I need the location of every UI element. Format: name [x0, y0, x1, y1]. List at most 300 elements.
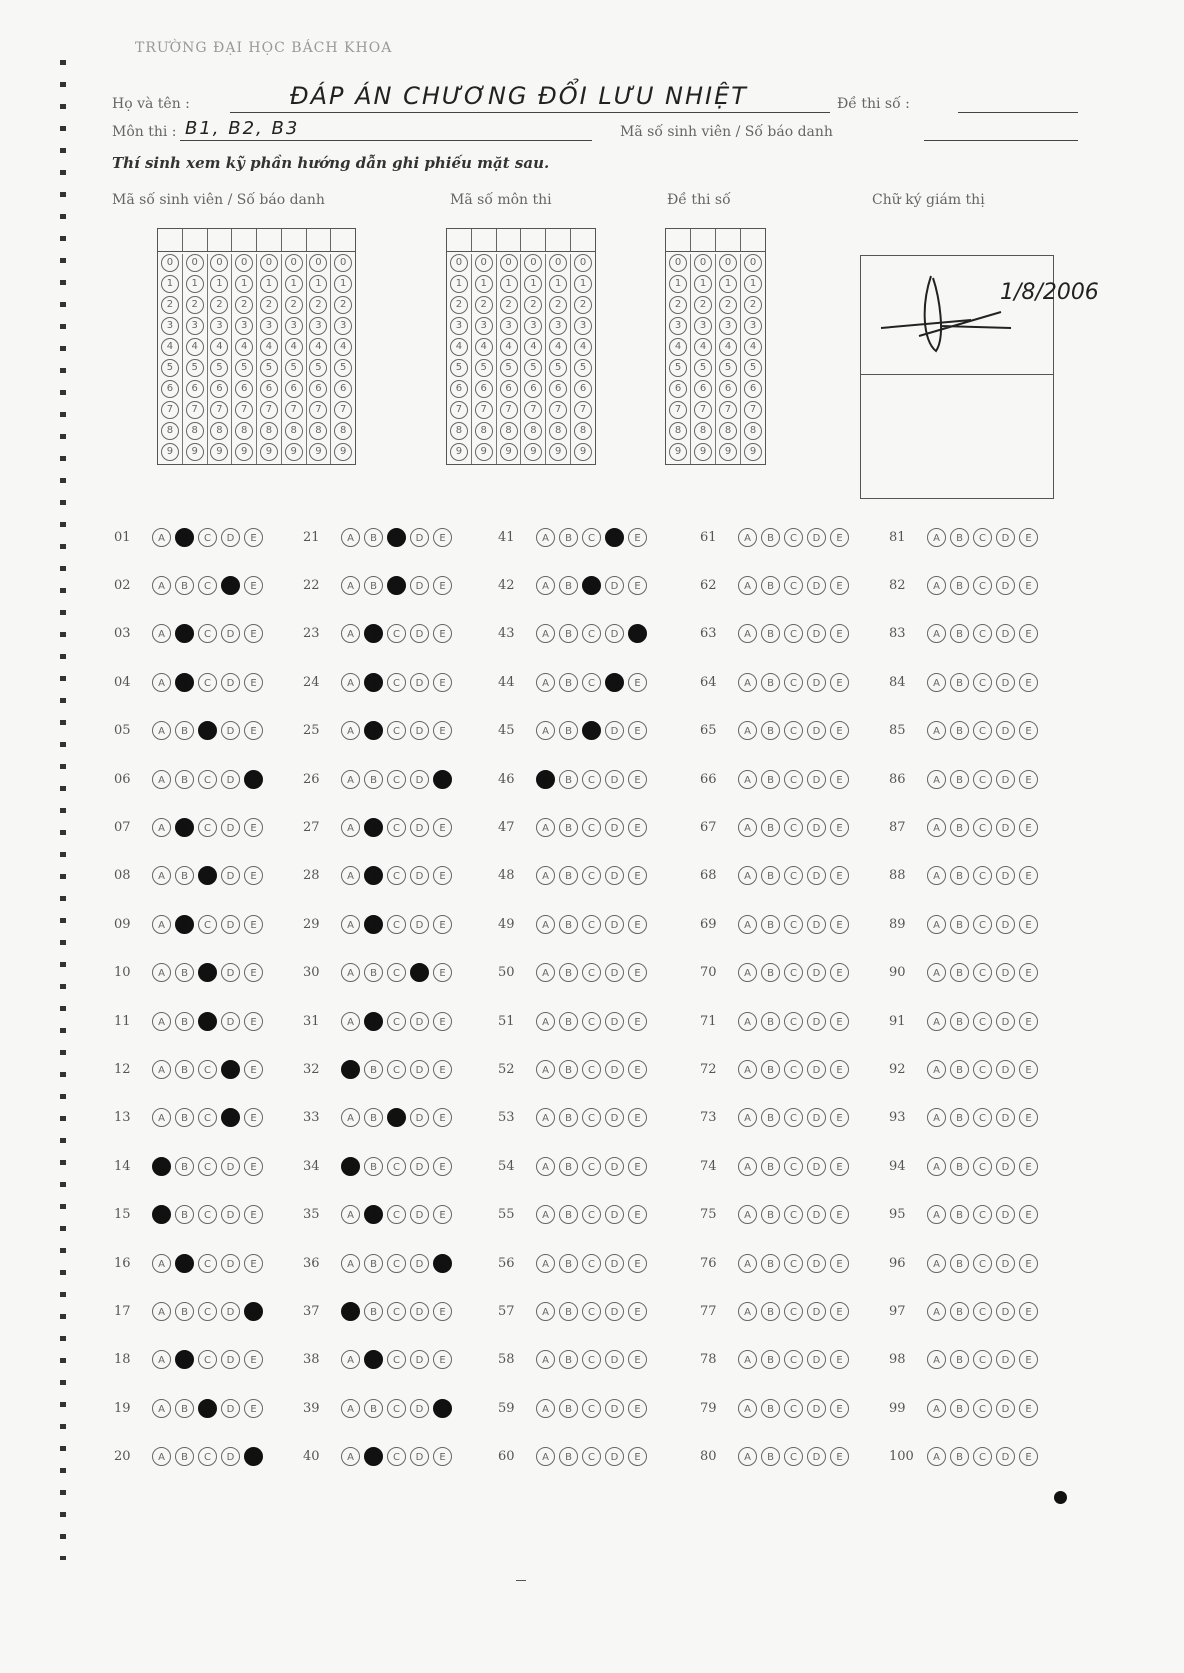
- answer-bubble[interactable]: C: [198, 673, 217, 692]
- answer-bubble[interactable]: C: [198, 818, 217, 837]
- answer-bubble[interactable]: B: [950, 1060, 969, 1079]
- exam-code-grid[interactable]: [665, 228, 766, 465]
- answer-bubble[interactable]: E: [433, 1157, 452, 1176]
- answer-bubble[interactable]: A: [927, 721, 946, 740]
- answer-bubble[interactable]: B: [950, 1205, 969, 1224]
- answer-bubble[interactable]: C: [582, 1447, 601, 1466]
- digit-bubble[interactable]: 9: [500, 443, 518, 461]
- answer-bubble[interactable]: C: [198, 1108, 217, 1127]
- digit-bubble[interactable]: 3: [285, 317, 303, 335]
- answer-bubble[interactable]: B: [175, 1060, 194, 1079]
- answer-bubble[interactable]: D: [410, 1108, 429, 1127]
- digit-bubble[interactable]: 3: [719, 317, 737, 335]
- answer-bubble[interactable]: C: [387, 1060, 406, 1079]
- answer-bubble[interactable]: A: [341, 1447, 360, 1466]
- answer-bubble[interactable]: C: [582, 963, 601, 982]
- answer-bubble[interactable]: A: [152, 1447, 171, 1466]
- digit-bubble[interactable]: 8: [574, 422, 592, 440]
- answer-bubble[interactable]: E: [244, 1350, 263, 1369]
- digit-bubble[interactable]: 6: [235, 380, 253, 398]
- answer-bubble[interactable]: C: [973, 1302, 992, 1321]
- answer-bubble[interactable]: D: [807, 1302, 826, 1321]
- digit-bubble[interactable]: 0: [744, 254, 762, 272]
- answer-bubble[interactable]: E: [244, 673, 263, 692]
- answer-bubble[interactable]: E: [433, 818, 452, 837]
- answer-bubble[interactable]: D: [605, 1012, 624, 1031]
- answer-bubble[interactable]: D: [996, 721, 1015, 740]
- answer-bubble[interactable]: D: [807, 1447, 826, 1466]
- answer-bubble[interactable]: A: [738, 576, 757, 595]
- answer-bubble[interactable]: A: [536, 963, 555, 982]
- answer-bubble[interactable]: C: [198, 576, 217, 595]
- answer-bubble[interactable]: E: [244, 528, 263, 547]
- answer-bubble[interactable]: D: [410, 866, 429, 885]
- student-id-grid[interactable]: [157, 228, 356, 465]
- answer-bubble[interactable]: A: [536, 866, 555, 885]
- answer-bubble[interactable]: C: [582, 528, 601, 547]
- answer-bubble[interactable]: E: [830, 1447, 849, 1466]
- answer-bubble[interactable]: D: [605, 1254, 624, 1273]
- digit-bubble[interactable]: 1: [549, 275, 567, 293]
- digit-bubble[interactable]: 7: [450, 401, 468, 419]
- answer-bubble[interactable]: C: [973, 963, 992, 982]
- answer-bubble[interactable]: C: [784, 576, 803, 595]
- answer-bubble[interactable]: C: [784, 1254, 803, 1273]
- answer-bubble[interactable]: A: [927, 1157, 946, 1176]
- answer-bubble[interactable]: C: [198, 1350, 217, 1369]
- digit-bubble[interactable]: 4: [719, 338, 737, 356]
- answer-bubble[interactable]: B: [950, 528, 969, 547]
- answer-bubble[interactable]: D: [605, 624, 624, 643]
- answer-bubble[interactable]: D: [221, 1060, 240, 1079]
- answer-bubble[interactable]: E: [628, 866, 647, 885]
- answer-bubble[interactable]: C: [784, 1060, 803, 1079]
- answer-bubble[interactable]: D: [605, 1108, 624, 1127]
- answer-bubble[interactable]: E: [433, 673, 452, 692]
- answer-bubble[interactable]: E: [433, 1350, 452, 1369]
- answer-bubble[interactable]: A: [927, 866, 946, 885]
- answer-bubble[interactable]: E: [1019, 770, 1038, 789]
- answer-bubble[interactable]: E: [244, 721, 263, 740]
- digit-bubble[interactable]: 7: [475, 401, 493, 419]
- answer-bubble[interactable]: A: [341, 1350, 360, 1369]
- digit-bubble[interactable]: 8: [309, 422, 327, 440]
- answer-bubble[interactable]: E: [628, 1108, 647, 1127]
- answer-bubble[interactable]: C: [784, 1302, 803, 1321]
- answer-bubble[interactable]: A: [536, 721, 555, 740]
- answer-bubble[interactable]: C: [582, 1205, 601, 1224]
- answer-bubble[interactable]: C: [387, 1254, 406, 1273]
- digit-bubble[interactable]: 6: [161, 380, 179, 398]
- answer-bubble[interactable]: A: [738, 1399, 757, 1418]
- answer-bubble[interactable]: D: [221, 1205, 240, 1224]
- answer-bubble[interactable]: E: [433, 1012, 452, 1031]
- digit-bubble[interactable]: 6: [669, 380, 687, 398]
- answer-bubble[interactable]: B: [559, 528, 578, 547]
- digit-bubble[interactable]: 4: [161, 338, 179, 356]
- answer-bubble[interactable]: B: [175, 673, 194, 692]
- answer-bubble[interactable]: A: [152, 721, 171, 740]
- answer-bubble[interactable]: B: [364, 1399, 383, 1418]
- answer-bubble[interactable]: D: [221, 770, 240, 789]
- answer-bubble[interactable]: E: [830, 1205, 849, 1224]
- digit-bubble[interactable]: 3: [744, 317, 762, 335]
- digit-bubble[interactable]: 2: [186, 296, 204, 314]
- digit-bubble[interactable]: 3: [574, 317, 592, 335]
- digit-bubble[interactable]: 5: [186, 359, 204, 377]
- answer-bubble[interactable]: B: [950, 1447, 969, 1466]
- answer-bubble[interactable]: C: [198, 1157, 217, 1176]
- answer-bubble[interactable]: A: [536, 528, 555, 547]
- answer-bubble[interactable]: D: [410, 1302, 429, 1321]
- answer-bubble[interactable]: E: [830, 528, 849, 547]
- answer-bubble[interactable]: C: [973, 770, 992, 789]
- answer-bubble[interactable]: A: [738, 1350, 757, 1369]
- digit-bubble[interactable]: 7: [285, 401, 303, 419]
- answer-bubble[interactable]: D: [807, 1399, 826, 1418]
- answer-bubble[interactable]: D: [410, 1012, 429, 1031]
- answer-bubble[interactable]: E: [830, 866, 849, 885]
- answer-bubble[interactable]: E: [628, 528, 647, 547]
- answer-bubble[interactable]: D: [221, 963, 240, 982]
- answer-bubble[interactable]: B: [761, 1399, 780, 1418]
- answer-bubble[interactable]: E: [244, 1254, 263, 1273]
- answer-bubble[interactable]: C: [198, 1060, 217, 1079]
- answer-bubble[interactable]: A: [152, 770, 171, 789]
- answer-bubble[interactable]: C: [582, 1012, 601, 1031]
- digit-bubble[interactable]: 5: [210, 359, 228, 377]
- digit-bubble[interactable]: 6: [309, 380, 327, 398]
- answer-bubble[interactable]: C: [387, 1108, 406, 1127]
- answer-bubble[interactable]: E: [628, 721, 647, 740]
- answer-bubble[interactable]: E: [830, 576, 849, 595]
- answer-bubble[interactable]: E: [628, 1254, 647, 1273]
- answer-bubble[interactable]: C: [973, 673, 992, 692]
- digit-bubble[interactable]: 1: [500, 275, 518, 293]
- answer-bubble[interactable]: A: [536, 1447, 555, 1466]
- answer-bubble[interactable]: A: [152, 1350, 171, 1369]
- answer-bubble[interactable]: D: [807, 1254, 826, 1273]
- digit-bubble[interactable]: 5: [669, 359, 687, 377]
- digit-bubble[interactable]: 5: [524, 359, 542, 377]
- digit-bubble[interactable]: 8: [669, 422, 687, 440]
- answer-bubble[interactable]: C: [582, 576, 601, 595]
- answer-bubble[interactable]: A: [536, 1254, 555, 1273]
- digit-bubble[interactable]: 4: [744, 338, 762, 356]
- answer-bubble[interactable]: E: [830, 1108, 849, 1127]
- digit-bubble[interactable]: 0: [475, 254, 493, 272]
- answer-bubble[interactable]: C: [973, 528, 992, 547]
- answer-bubble[interactable]: B: [761, 1350, 780, 1369]
- digit-bubble[interactable]: 5: [744, 359, 762, 377]
- answer-bubble[interactable]: A: [341, 1254, 360, 1273]
- digit-bubble[interactable]: 8: [450, 422, 468, 440]
- digit-bubble[interactable]: 9: [524, 443, 542, 461]
- answer-bubble[interactable]: B: [364, 673, 383, 692]
- answer-bubble[interactable]: B: [950, 721, 969, 740]
- answer-bubble[interactable]: D: [221, 1108, 240, 1127]
- answer-bubble[interactable]: C: [582, 1254, 601, 1273]
- answer-bubble[interactable]: A: [536, 576, 555, 595]
- answer-bubble[interactable]: C: [973, 1399, 992, 1418]
- answer-bubble[interactable]: C: [198, 770, 217, 789]
- answer-bubble[interactable]: A: [341, 528, 360, 547]
- answer-bubble[interactable]: B: [175, 915, 194, 934]
- digit-bubble[interactable]: 2: [524, 296, 542, 314]
- answer-bubble[interactable]: B: [761, 528, 780, 547]
- answer-bubble[interactable]: A: [927, 963, 946, 982]
- digit-bubble[interactable]: 1: [309, 275, 327, 293]
- digit-bubble[interactable]: 7: [669, 401, 687, 419]
- answer-bubble[interactable]: E: [628, 915, 647, 934]
- digit-bubble[interactable]: 2: [334, 296, 352, 314]
- digit-bubble[interactable]: 5: [260, 359, 278, 377]
- answer-bubble[interactable]: D: [221, 528, 240, 547]
- answer-bubble[interactable]: B: [559, 1205, 578, 1224]
- answer-bubble[interactable]: D: [996, 866, 1015, 885]
- digit-bubble[interactable]: 6: [574, 380, 592, 398]
- answer-bubble[interactable]: E: [628, 1060, 647, 1079]
- answer-bubble[interactable]: D: [410, 963, 429, 982]
- answer-bubble[interactable]: C: [387, 576, 406, 595]
- answer-bubble[interactable]: E: [628, 576, 647, 595]
- answer-bubble[interactable]: B: [950, 818, 969, 837]
- digit-bubble[interactable]: 0: [260, 254, 278, 272]
- answer-bubble[interactable]: B: [559, 624, 578, 643]
- answer-bubble[interactable]: B: [950, 770, 969, 789]
- answer-bubble[interactable]: B: [364, 1205, 383, 1224]
- digit-bubble[interactable]: 9: [309, 443, 327, 461]
- answer-bubble[interactable]: D: [410, 673, 429, 692]
- digit-bubble[interactable]: 6: [744, 380, 762, 398]
- answer-bubble[interactable]: B: [761, 770, 780, 789]
- answer-bubble[interactable]: A: [927, 576, 946, 595]
- answer-bubble[interactable]: C: [973, 1205, 992, 1224]
- digit-bubble[interactable]: 9: [719, 443, 737, 461]
- answer-bubble[interactable]: D: [807, 1157, 826, 1176]
- digit-bubble[interactable]: 9: [549, 443, 567, 461]
- digit-bubble[interactable]: 5: [334, 359, 352, 377]
- answer-bubble[interactable]: B: [175, 1205, 194, 1224]
- answer-bubble[interactable]: B: [559, 576, 578, 595]
- answer-bubble[interactable]: E: [244, 1302, 263, 1321]
- answer-bubble[interactable]: D: [996, 963, 1015, 982]
- answer-bubble[interactable]: D: [996, 1012, 1015, 1031]
- answer-bubble[interactable]: E: [830, 915, 849, 934]
- digit-bubble[interactable]: 1: [694, 275, 712, 293]
- digit-bubble[interactable]: 3: [500, 317, 518, 335]
- answer-bubble[interactable]: B: [950, 1157, 969, 1176]
- answer-bubble[interactable]: B: [364, 1254, 383, 1273]
- answer-bubble[interactable]: C: [198, 624, 217, 643]
- digit-bubble[interactable]: 7: [574, 401, 592, 419]
- answer-bubble[interactable]: A: [152, 1157, 171, 1176]
- digit-bubble[interactable]: 5: [719, 359, 737, 377]
- answer-bubble[interactable]: D: [605, 1302, 624, 1321]
- answer-bubble[interactable]: D: [605, 1060, 624, 1079]
- answer-bubble[interactable]: E: [1019, 1205, 1038, 1224]
- answer-bubble[interactable]: D: [605, 1350, 624, 1369]
- answer-bubble[interactable]: A: [927, 818, 946, 837]
- answer-bubble[interactable]: B: [364, 1012, 383, 1031]
- answer-bubble[interactable]: B: [364, 1350, 383, 1369]
- answer-bubble[interactable]: E: [433, 1254, 452, 1273]
- answer-bubble[interactable]: C: [582, 1399, 601, 1418]
- answer-bubble[interactable]: B: [364, 1060, 383, 1079]
- answer-bubble[interactable]: E: [433, 576, 452, 595]
- digit-bubble[interactable]: 6: [285, 380, 303, 398]
- answer-bubble[interactable]: A: [927, 1108, 946, 1127]
- answer-bubble[interactable]: C: [582, 866, 601, 885]
- digit-bubble[interactable]: 3: [549, 317, 567, 335]
- digit-bubble[interactable]: 5: [235, 359, 253, 377]
- answer-bubble[interactable]: A: [341, 1108, 360, 1127]
- answer-bubble[interactable]: D: [221, 1012, 240, 1031]
- answer-bubble[interactable]: E: [244, 1108, 263, 1127]
- answer-bubble[interactable]: E: [1019, 1157, 1038, 1176]
- answer-bubble[interactable]: B: [175, 1399, 194, 1418]
- digit-bubble[interactable]: 1: [744, 275, 762, 293]
- answer-bubble[interactable]: D: [605, 770, 624, 789]
- answer-bubble[interactable]: E: [244, 1012, 263, 1031]
- answer-bubble[interactable]: B: [175, 866, 194, 885]
- digit-bubble[interactable]: 0: [500, 254, 518, 272]
- answer-bubble[interactable]: D: [221, 915, 240, 934]
- digit-bubble[interactable]: 1: [334, 275, 352, 293]
- digit-bubble[interactable]: 0: [235, 254, 253, 272]
- digit-bubble[interactable]: 6: [475, 380, 493, 398]
- answer-bubble[interactable]: E: [244, 624, 263, 643]
- digit-bubble[interactable]: 1: [285, 275, 303, 293]
- answer-bubble[interactable]: E: [830, 1302, 849, 1321]
- answer-bubble[interactable]: D: [807, 1060, 826, 1079]
- answer-bubble[interactable]: B: [175, 1350, 194, 1369]
- answer-bubble[interactable]: E: [433, 1302, 452, 1321]
- answer-bubble[interactable]: A: [341, 1205, 360, 1224]
- answer-bubble[interactable]: B: [364, 1108, 383, 1127]
- answer-bubble[interactable]: A: [341, 721, 360, 740]
- answer-bubble[interactable]: B: [175, 1447, 194, 1466]
- answer-bubble[interactable]: C: [198, 1399, 217, 1418]
- answer-bubble[interactable]: E: [830, 818, 849, 837]
- answer-bubble[interactable]: D: [605, 721, 624, 740]
- answer-bubble[interactable]: D: [996, 1157, 1015, 1176]
- digit-bubble[interactable]: 4: [210, 338, 228, 356]
- answer-bubble[interactable]: D: [807, 818, 826, 837]
- answer-bubble[interactable]: C: [784, 1205, 803, 1224]
- answer-bubble[interactable]: C: [784, 1108, 803, 1127]
- answer-bubble[interactable]: E: [1019, 1447, 1038, 1466]
- answer-bubble[interactable]: C: [387, 1157, 406, 1176]
- answer-bubble[interactable]: C: [784, 1399, 803, 1418]
- answer-bubble[interactable]: A: [152, 576, 171, 595]
- answer-bubble[interactable]: B: [175, 624, 194, 643]
- answer-bubble[interactable]: D: [410, 818, 429, 837]
- answer-bubble[interactable]: C: [582, 624, 601, 643]
- digit-bubble[interactable]: 4: [235, 338, 253, 356]
- digit-bubble[interactable]: 7: [309, 401, 327, 419]
- answer-bubble[interactable]: A: [738, 1254, 757, 1273]
- answer-bubble[interactable]: D: [221, 576, 240, 595]
- answer-bubble[interactable]: A: [738, 866, 757, 885]
- answer-bubble[interactable]: A: [536, 770, 555, 789]
- answer-bubble[interactable]: E: [628, 818, 647, 837]
- answer-bubble[interactable]: B: [559, 1302, 578, 1321]
- digit-bubble[interactable]: 8: [235, 422, 253, 440]
- answer-bubble[interactable]: A: [738, 963, 757, 982]
- answer-bubble[interactable]: E: [244, 963, 263, 982]
- answer-bubble[interactable]: C: [784, 915, 803, 934]
- answer-bubble[interactable]: E: [433, 721, 452, 740]
- answer-bubble[interactable]: B: [559, 1447, 578, 1466]
- answer-bubble[interactable]: D: [807, 866, 826, 885]
- digit-bubble[interactable]: 9: [161, 443, 179, 461]
- answer-bubble[interactable]: A: [341, 770, 360, 789]
- answer-bubble[interactable]: D: [605, 576, 624, 595]
- answer-bubble[interactable]: B: [950, 915, 969, 934]
- answer-bubble[interactable]: C: [784, 1012, 803, 1031]
- digit-bubble[interactable]: 1: [235, 275, 253, 293]
- answer-bubble[interactable]: E: [244, 576, 263, 595]
- answer-bubble[interactable]: E: [433, 866, 452, 885]
- digit-bubble[interactable]: 9: [186, 443, 204, 461]
- answer-bubble[interactable]: B: [761, 1157, 780, 1176]
- answer-bubble[interactable]: E: [433, 963, 452, 982]
- answer-bubble[interactable]: E: [628, 673, 647, 692]
- answer-bubble[interactable]: B: [364, 866, 383, 885]
- answer-bubble[interactable]: E: [628, 1447, 647, 1466]
- answer-bubble[interactable]: E: [244, 1205, 263, 1224]
- answer-bubble[interactable]: B: [761, 915, 780, 934]
- answer-bubble[interactable]: C: [387, 866, 406, 885]
- answer-bubble[interactable]: B: [950, 1399, 969, 1418]
- answer-bubble[interactable]: C: [198, 1447, 217, 1466]
- digit-bubble[interactable]: 9: [260, 443, 278, 461]
- digit-bubble[interactable]: 7: [719, 401, 737, 419]
- digit-bubble[interactable]: 4: [334, 338, 352, 356]
- digit-bubble[interactable]: 7: [210, 401, 228, 419]
- digit-bubble[interactable]: 0: [210, 254, 228, 272]
- answer-bubble[interactable]: C: [582, 1060, 601, 1079]
- digit-bubble[interactable]: 0: [285, 254, 303, 272]
- answer-bubble[interactable]: D: [221, 1399, 240, 1418]
- answer-bubble[interactable]: E: [1019, 963, 1038, 982]
- answer-bubble[interactable]: C: [582, 1157, 601, 1176]
- digit-bubble[interactable]: 0: [549, 254, 567, 272]
- answer-bubble[interactable]: E: [628, 1205, 647, 1224]
- digit-bubble[interactable]: 1: [475, 275, 493, 293]
- digit-bubble[interactable]: 2: [210, 296, 228, 314]
- digit-bubble[interactable]: 8: [260, 422, 278, 440]
- answer-bubble[interactable]: B: [761, 624, 780, 643]
- answer-bubble[interactable]: E: [433, 528, 452, 547]
- answer-bubble[interactable]: D: [410, 1254, 429, 1273]
- answer-bubble[interactable]: C: [387, 770, 406, 789]
- answer-bubble[interactable]: B: [559, 866, 578, 885]
- answer-bubble[interactable]: E: [830, 1157, 849, 1176]
- answer-bubble[interactable]: A: [536, 624, 555, 643]
- answer-bubble[interactable]: A: [738, 770, 757, 789]
- answer-bubble[interactable]: C: [973, 721, 992, 740]
- answer-bubble[interactable]: C: [784, 818, 803, 837]
- digit-bubble[interactable]: 7: [334, 401, 352, 419]
- answer-bubble[interactable]: A: [738, 1108, 757, 1127]
- answer-bubble[interactable]: D: [996, 1399, 1015, 1418]
- answer-bubble[interactable]: C: [784, 770, 803, 789]
- answer-bubble[interactable]: A: [152, 1302, 171, 1321]
- answer-bubble[interactable]: A: [536, 1012, 555, 1031]
- answer-bubble[interactable]: C: [784, 866, 803, 885]
